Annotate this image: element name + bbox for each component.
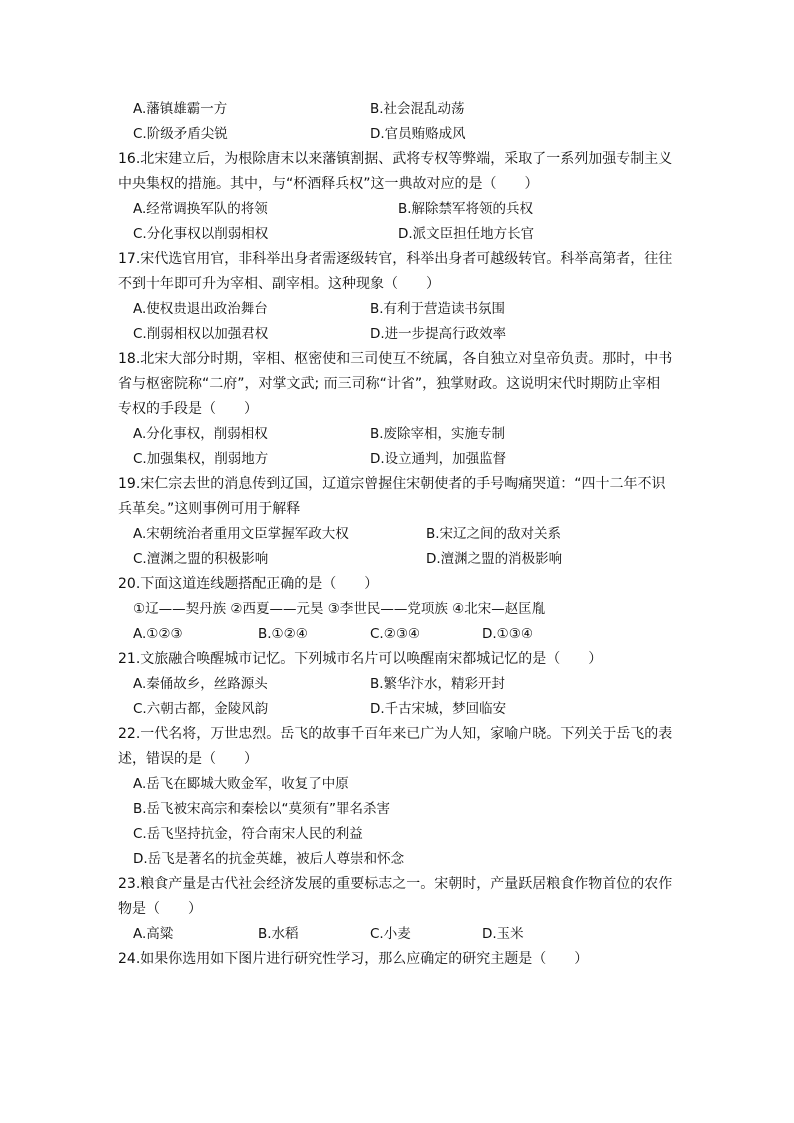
q23-stem-line-1: 23.粮食产量是古代社会经济发展的重要标志之一。宋朝时，产量跃居粮食作物首位的农作 (118, 876, 673, 892)
q18-option-d: D.设立通判，加强监督 (370, 451, 507, 467)
q20-option-d: D.①③④ (482, 626, 533, 642)
q22-option-a: A.岳飞在郾城大败金军，收复了中原 (133, 776, 349, 792)
q22-option-c: C.岳飞坚持抗金，符合南宋人民的利益 (133, 826, 363, 842)
q16-stem-line-2: 中央集权的措施。其中，与“杯酒释兵权”这一典故对应的是（ ） (118, 176, 539, 192)
q20-option-b: B.①②④ (258, 626, 308, 642)
q16-option-d: D.派文臣担任地方长官 (398, 226, 535, 242)
q16-option-a: A.经常调换军队的将领 (133, 201, 268, 217)
q22-option-d: D.岳飞是著名的抗金英雄，被后人尊崇和怀念 (133, 851, 405, 867)
q23-option-d: D.玉米 (482, 926, 524, 942)
q22-option-b: B.岳飞被宋高宗和秦桧以“莫须有”罪名杀害 (133, 801, 391, 817)
q16-option-b: B.解除禁军将领的兵权 (398, 201, 534, 217)
q16-option-c: C.分化事权以削弱相权 (133, 226, 269, 242)
q23-option-a: A.高粱 (133, 926, 174, 942)
q19-stem-line-1: 19.宋仁宗去世的消息传到辽国，辽道宗曾握住宋朝使者的手号啕痛哭道：“四十二年不识 (118, 476, 666, 492)
q20-stem-line-1: 20.下面这道连线题搭配正确的是（ ） (118, 576, 379, 592)
q17-option-b: B.有利于营造读书氛围 (370, 301, 506, 317)
q23-option-b: B.水稻 (258, 926, 299, 942)
q22-stem-line-1: 22.一代名将，万世忠烈。岳飞的故事千百年来已广为人知，家喻户晓。下列关于岳飞的表 (118, 726, 673, 742)
q19-option-b: B.宋辽之间的敌对关系 (426, 526, 562, 542)
q18-stem-line-2: 省与枢密院称“二府”，对掌文武; 而三司称“计省”，独掌财政。这说明宋代时期防止宰相 (118, 376, 661, 392)
q23-stem-line-2: 物是（ ） (118, 901, 202, 917)
q20-matching-items: ①辽——契丹族 ②西夏——元昊 ③李世民——党项族 ④北宋—赵匡胤 (133, 601, 546, 617)
q18-option-b: B.废除宰相，实施专制 (370, 426, 506, 442)
q19-option-c: C.澶渊之盟的积极影响 (133, 551, 269, 567)
q17-stem-line-1: 17.宋代选官用官，非科举出身者需逐级转官，科举出身者可越级转官。科举高第者，往往 (118, 251, 673, 267)
q18-option-a: A.分化事权，削弱相权 (133, 426, 268, 442)
q17-option-c: C.削弱相权以加强君权 (133, 326, 269, 342)
q24-stem-line-1: 24.如果你选用如下图片进行研究性学习，那么应确定的研究主题是（ ） (118, 951, 589, 967)
q17-option-a: A.使权贵退出政治舞台 (133, 301, 268, 317)
q18-option-c: C.加强集权，削弱地方 (133, 451, 269, 467)
q20-option-a: A.①②③ (133, 626, 183, 642)
q17-option-d: D.进一步提高行政效率 (370, 326, 507, 342)
q18-stem-line-1: 18.北宋大部分时期，宰相、枢密使和三司使互不统属，各自独立对皇帝负责。那时，中书 (118, 351, 673, 367)
q21-option-a: A.秦俑故乡，丝路源头 (133, 676, 268, 692)
q15-option-a: A.藩镇雄霸一方 (133, 101, 228, 117)
q15-option-b: B.社会混乱动荡 (370, 101, 465, 117)
q21-option-b: B.繁华汴水，精彩开封 (370, 676, 506, 692)
q21-option-c: C.六朝古都，金陵风韵 (133, 701, 269, 717)
q19-stem-line-2: 兵革矣。”这则事例可用于解释 (118, 501, 301, 517)
q15-option-d: D.官员贿赂成风 (370, 126, 466, 142)
q21-stem-line-1: 21.文旅融合唤醒城市记忆。下列城市名片可以唤醒南宋都城记忆的是（ ） (118, 651, 603, 667)
q22-stem-line-2: 述，错误的是（ ） (118, 751, 258, 767)
q21-option-d: D.千古宋城，梦回临安 (370, 701, 507, 717)
q19-option-d: D.澶渊之盟的消极影响 (426, 551, 563, 567)
q16-stem-line-1: 16.北宋建立后，为根除唐末以来藩镇割据、武将专权等弊端，采取了一系列加强专制主义 (118, 151, 673, 167)
q18-stem-line-3: 专权的手段是（ ） (118, 401, 258, 417)
q20-option-c: C.②③④ (370, 626, 421, 642)
q19-option-a: A.宋朝统治者重用文臣掌握军政大权 (133, 526, 349, 542)
q15-option-c: C.阶级矛盾尖锐 (133, 126, 228, 142)
q17-stem-line-2: 不到十年即可升为宰相、副宰相。这种现象（ ） (118, 276, 440, 292)
q23-option-c: C.小麦 (370, 926, 411, 942)
